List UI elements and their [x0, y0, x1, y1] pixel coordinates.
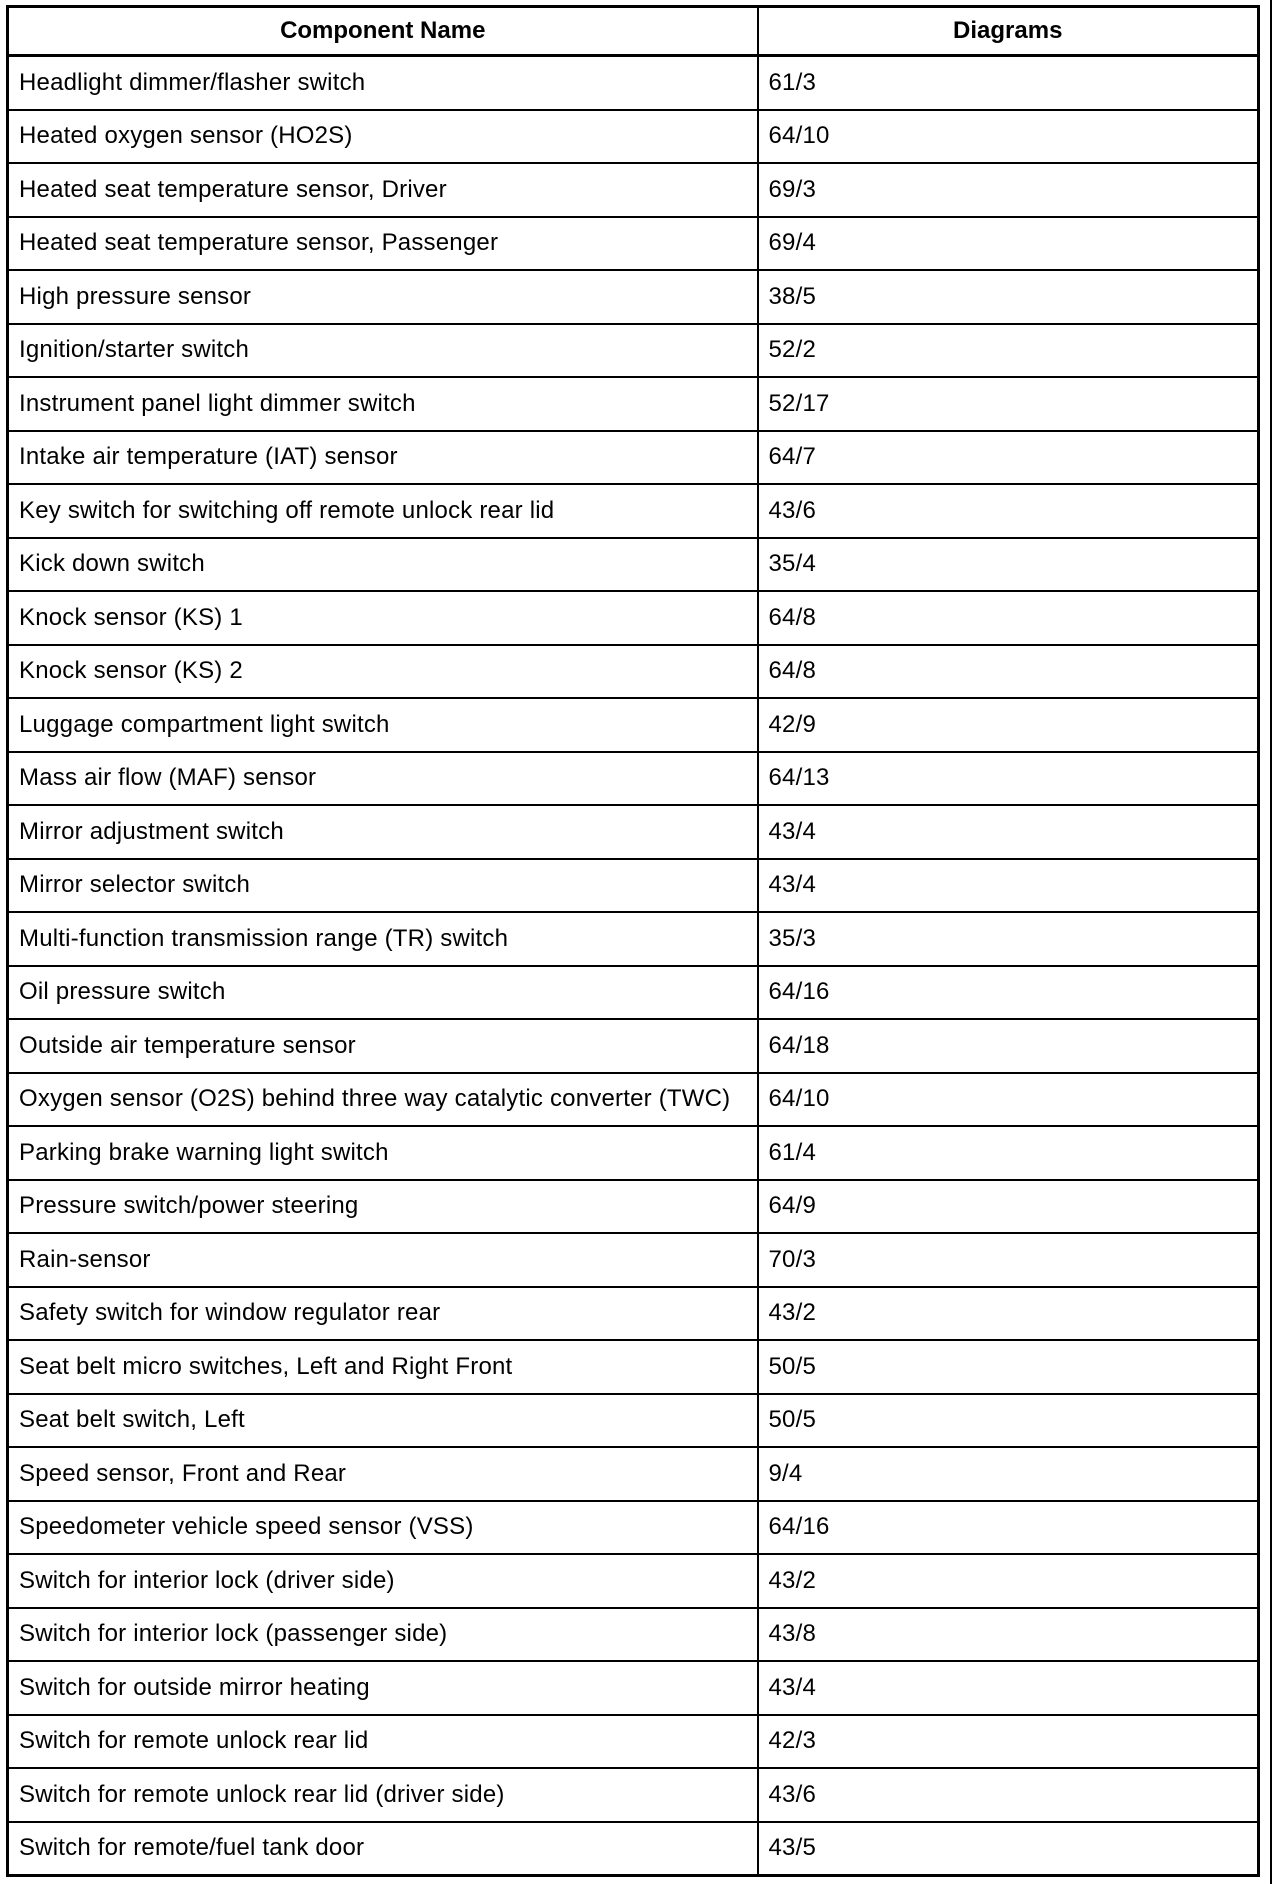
component-diagram-table: [6, 5, 1260, 1877]
diagram-reference-cell: 61/3: [758, 56, 1259, 110]
diagram-reference-cell: 50/5: [758, 1394, 1259, 1448]
diagram-reference-cell: 64/10: [758, 1073, 1259, 1127]
table-row: [8, 431, 1259, 485]
table-row: [8, 217, 1259, 271]
diagram-reference-cell: 43/6: [758, 1768, 1259, 1822]
diagram-reference-cell: 35/4: [758, 538, 1259, 592]
diagram-reference-cell: 43/6: [758, 484, 1259, 538]
table-row: [8, 752, 1259, 806]
component-name-cell: Safety switch for window regulator rear: [8, 1287, 758, 1341]
component-name-cell: Parking brake warning light switch: [8, 1126, 758, 1180]
diagram-reference-cell: 64/16: [758, 1501, 1259, 1555]
diagram-reference-cell: 43/5: [758, 1822, 1259, 1876]
table-row: [8, 163, 1259, 217]
component-name-cell: Outside air temperature sensor: [8, 1019, 758, 1073]
diagram-reference-cell: 64/7: [758, 431, 1259, 485]
component-name-cell: Heated oxygen sensor (HO2S): [8, 110, 758, 164]
table-row: [8, 377, 1259, 431]
diagram-reference-cell: 43/8: [758, 1608, 1259, 1662]
diagram-reference-cell: 42/3: [758, 1715, 1259, 1769]
table-row: [8, 1019, 1259, 1073]
table-row: [8, 966, 1259, 1020]
table-row: [8, 1554, 1259, 1608]
component-name-cell: Intake air temperature (IAT) sensor: [8, 431, 758, 485]
component-name-cell: High pressure sensor: [8, 270, 758, 324]
component-name-cell: Ignition/starter switch: [8, 324, 758, 378]
diagram-reference-cell: 35/3: [758, 912, 1259, 966]
component-name-cell: Switch for interior lock (passenger side): [8, 1608, 758, 1662]
table-row: [8, 645, 1259, 699]
component-name-cell: Switch for outside mirror heating: [8, 1661, 758, 1715]
table-header-row: [8, 7, 1259, 56]
component-name-cell: Knock sensor (KS) 1: [8, 591, 758, 645]
table-row: [8, 270, 1259, 324]
component-name-cell: Oxygen sensor (O2S) behind three way catalytic converter (TWC): [8, 1073, 758, 1127]
diagram-reference-cell: 43/4: [758, 1661, 1259, 1715]
diagram-reference-cell: 64/16: [758, 966, 1259, 1020]
component-name-cell: Luggage compartment light switch: [8, 698, 758, 752]
table-row: [8, 1715, 1259, 1769]
table-row: [8, 538, 1259, 592]
table-row: [8, 1394, 1259, 1448]
table-row: [8, 1287, 1259, 1341]
component-name-cell: Switch for remote unlock rear lid: [8, 1715, 758, 1769]
diagram-reference-cell: 9/4: [758, 1447, 1259, 1501]
component-name-cell: Heated seat temperature sensor, Driver: [8, 163, 758, 217]
component-name-cell: Mirror adjustment switch: [8, 805, 758, 859]
diagram-reference-cell: 69/4: [758, 217, 1259, 271]
component-name-cell: Heated seat temperature sensor, Passenger: [8, 217, 758, 271]
table-row: [8, 1126, 1259, 1180]
diagram-reference-cell: 42/9: [758, 698, 1259, 752]
table-row: [8, 324, 1259, 378]
table-row: [8, 1233, 1259, 1287]
table-row: [8, 56, 1259, 110]
table-row: [8, 912, 1259, 966]
component-name-cell: Switch for interior lock (driver side): [8, 1554, 758, 1608]
component-name-cell: Switch for remote unlock rear lid (driver side): [8, 1768, 758, 1822]
diagram-reference-cell: 52/2: [758, 324, 1259, 378]
table-row: [8, 110, 1259, 164]
table-row: [8, 1768, 1259, 1822]
table-row: [8, 1180, 1259, 1234]
diagram-reference-cell: 70/3: [758, 1233, 1259, 1287]
component-name-cell: Seat belt switch, Left: [8, 1394, 758, 1448]
diagram-reference-cell: 64/10: [758, 110, 1259, 164]
component-name-cell: Mass air flow (MAF) sensor: [8, 752, 758, 806]
diagram-reference-cell: 64/9: [758, 1180, 1259, 1234]
diagram-reference-cell: 43/4: [758, 805, 1259, 859]
table-body: [8, 56, 1259, 1876]
diagram-reference-cell: 43/2: [758, 1554, 1259, 1608]
component-name-cell: Speed sensor, Front and Rear: [8, 1447, 758, 1501]
component-name-cell: Key switch for switching off remote unlock rear lid: [8, 484, 758, 538]
column-header-component-name: Component Name: [8, 7, 758, 56]
diagram-reference-cell: 38/5: [758, 270, 1259, 324]
diagram-reference-cell: 43/2: [758, 1287, 1259, 1341]
diagram-reference-cell: 64/8: [758, 591, 1259, 645]
table-row: [8, 805, 1259, 859]
component-name-cell: Pressure switch/power steering: [8, 1180, 758, 1234]
diagram-reference-cell: 64/8: [758, 645, 1259, 699]
component-name-cell: Instrument panel light dimmer switch: [8, 377, 758, 431]
component-name-cell: Oil pressure switch: [8, 966, 758, 1020]
component-name-cell: Kick down switch: [8, 538, 758, 592]
diagram-reference-cell: 61/4: [758, 1126, 1259, 1180]
component-name-cell: Switch for remote/fuel tank door: [8, 1822, 758, 1876]
component-name-cell: Knock sensor (KS) 2: [8, 645, 758, 699]
diagram-reference-cell: 64/13: [758, 752, 1259, 806]
table-row: [8, 591, 1259, 645]
component-name-cell: Mirror selector switch: [8, 859, 758, 913]
component-table-container: [6, 5, 1257, 1877]
diagram-reference-cell: 50/5: [758, 1340, 1259, 1394]
column-header-diagrams: Diagrams: [758, 7, 1259, 56]
table-row: [8, 698, 1259, 752]
table-row: [8, 1447, 1259, 1501]
diagram-reference-cell: 64/18: [758, 1019, 1259, 1073]
diagram-reference-cell: 43/4: [758, 859, 1259, 913]
diagram-reference-cell: 52/17: [758, 377, 1259, 431]
table-row: [8, 1073, 1259, 1127]
table-row: [8, 1608, 1259, 1662]
table-row: [8, 1822, 1259, 1876]
page-right-border-line: [1270, 0, 1272, 1884]
component-name-cell: Rain-sensor: [8, 1233, 758, 1287]
table-row: [8, 1661, 1259, 1715]
table-row: [8, 859, 1259, 913]
component-name-cell: Headlight dimmer/flasher switch: [8, 56, 758, 110]
table-row: [8, 1340, 1259, 1394]
diagram-reference-cell: 69/3: [758, 163, 1259, 217]
component-name-cell: Speedometer vehicle speed sensor (VSS): [8, 1501, 758, 1555]
component-name-cell: Seat belt micro switches, Left and Right Front: [8, 1340, 758, 1394]
component-name-cell: Multi-function transmission range (TR) switch: [8, 912, 758, 966]
table-row: [8, 1501, 1259, 1555]
table-row: [8, 484, 1259, 538]
